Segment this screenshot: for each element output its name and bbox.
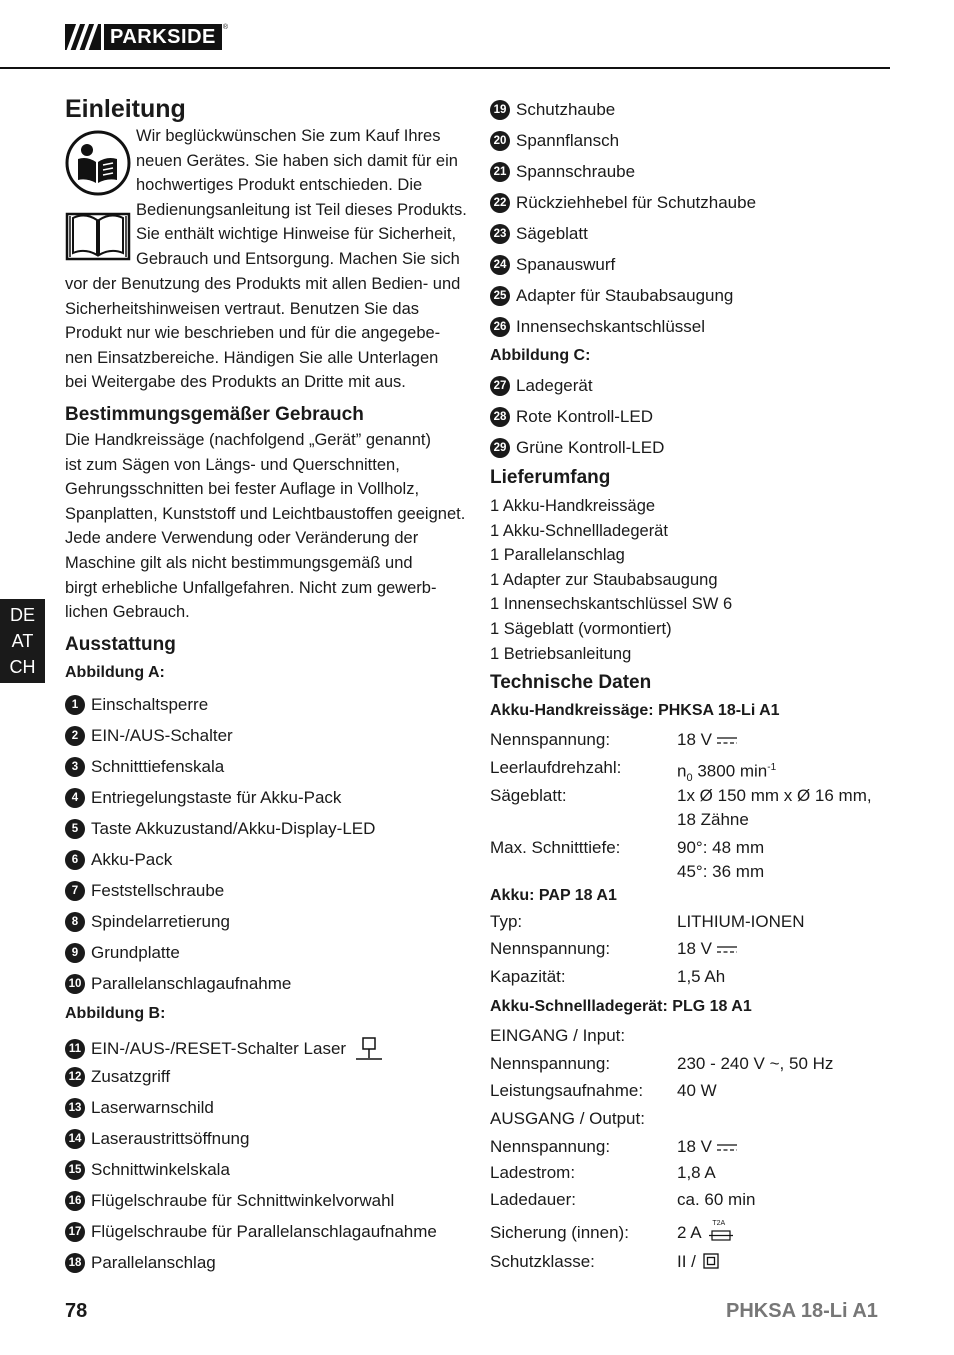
spec-label: Ladedauer:: [490, 1190, 577, 1209]
spec-value-text: 18 V: [677, 939, 712, 958]
part-label: Spannschraube: [516, 162, 636, 181]
intro-line: hochwertiges Produkt entschieden. Die: [136, 176, 423, 195]
saw-spec-heading: Akku-Handkreissäge: PHKSA 18-Li A1: [490, 702, 780, 719]
part-item: [490, 407, 653, 427]
spec-label: Nennspannung:: [490, 730, 611, 749]
delivery-item: 1 Sägeblatt (vormontiert): [490, 619, 672, 638]
part-label: Adapter für Staubabsaugung: [516, 286, 734, 305]
delivery-item: 1 Adapter zur Staubabsaugung: [490, 570, 718, 589]
double-insulation-icon: [703, 1253, 719, 1269]
dc-symbol-icon: [716, 1143, 738, 1153]
part-number-badge: 25: [490, 286, 510, 306]
figure-c-heading: Abbildung C:: [490, 347, 591, 364]
part-item: [65, 757, 224, 777]
page-number: 78: [65, 1300, 88, 1322]
spec-value: 90°: 48 mm: [677, 838, 765, 857]
part-item: [65, 1129, 249, 1149]
part-number-badge: 16: [65, 1191, 85, 1211]
spec-value-text: 3800 min: [697, 761, 768, 781]
part-number-badge: 20: [490, 131, 510, 151]
spec-label: Max. Schnitttiefe:: [490, 838, 621, 857]
spec-value-text: II /: [677, 1252, 696, 1271]
text-line: Jede andere Verwendung oder Veränderung der: [65, 529, 419, 548]
part-item: [65, 881, 224, 901]
text-line: Spanplatten, Kunststoff und Leichtbaustoffen geeignet.: [65, 504, 466, 523]
battery-spec-heading: Akku: PAP 18 A1: [490, 887, 617, 904]
part-item: [490, 438, 664, 458]
part-number-badge: 21: [490, 162, 510, 182]
delivery-item: 1 Betriebsanleitung: [490, 644, 632, 663]
lang-ch: CH: [9, 657, 36, 677]
intro-line: nen Einsatzbereiche. Händigen Sie alle Unterlagen: [65, 348, 439, 367]
lang-de: DE: [9, 605, 35, 625]
part-number-badge: 4: [65, 788, 85, 808]
part-label: Laserwarnschild: [91, 1098, 214, 1117]
speed-symbol: n: [677, 761, 687, 781]
spec-value: 230 - 240 V ~, 50 Hz: [677, 1054, 834, 1073]
text-line: Gehrungsschnitten bei fester Auflage in Vollholz,: [65, 480, 420, 499]
manual-icons: [65, 128, 133, 267]
intro-text-full: [65, 272, 460, 395]
part-label: Sägeblatt: [516, 224, 588, 243]
spec-value-text: 2 A: [677, 1223, 701, 1242]
part-number-badge: 15: [65, 1160, 85, 1180]
part-label: Innensechskantschlüssel: [516, 317, 706, 336]
read-manual-icon: [65, 128, 131, 198]
part-number-badge: 7: [65, 881, 85, 901]
part-label: EIN-/AUS-/RESET-Schalter Laser: [91, 1039, 347, 1058]
part-label: Schnitttiefenskala: [91, 757, 225, 776]
spec-label: Schutzklasse:: [490, 1252, 595, 1271]
part-number-badge: 8: [65, 912, 85, 932]
spec-label: Sägeblatt:: [490, 786, 567, 805]
spec-value: 1x Ø 150 mm x Ø 16 mm,: [677, 786, 872, 805]
delivery-item: 1 Akku-Schnellladegerät: [490, 521, 668, 540]
spec-label: Nennspannung:: [490, 1054, 611, 1073]
part-label: Flügelschraube für Parallelanschlagaufnahme: [91, 1222, 437, 1241]
logo-text: PARKSIDE: [101, 24, 222, 50]
spec-value: ca. 60 min: [677, 1190, 756, 1209]
spec-label: Nennspannung:: [490, 939, 611, 958]
open-book-icon: [65, 206, 131, 262]
intro-title: Einleitung: [65, 95, 186, 123]
intro-line: bei Weitergabe des Produkts an Dritte mit aus.: [65, 373, 406, 392]
input-heading: EINGANG / Input:: [490, 1026, 626, 1045]
spec-label: Sicherung (innen):: [490, 1223, 629, 1242]
logo-registered: ®: [222, 24, 229, 31]
intro-line: Bedienungsanleitung ist Teil dieses Produkts.: [136, 200, 467, 219]
intro-line: Sie enthält wichtige Hinweise für Sicherheit,: [136, 225, 457, 244]
part-number-badge: 3: [65, 757, 85, 777]
spec-value: [677, 937, 738, 961]
part-item: [65, 695, 208, 715]
intro-line: Sicherheitshinweisen vertraut. Benutzen Sie das: [65, 299, 420, 318]
part-label: Schutzhaube: [516, 100, 616, 119]
lang-at: AT: [11, 631, 34, 651]
part-number-badge: 12: [65, 1067, 85, 1087]
delivery-list: [490, 494, 732, 666]
part-label: Ladegerät: [516, 376, 593, 395]
part-label: Taste Akkuzustand/Akku-Display-LED: [91, 819, 376, 838]
part-label: Akku-Pack: [91, 850, 173, 869]
fuse-icon: [709, 1219, 733, 1245]
tech-title: Technische Daten: [490, 672, 652, 693]
figure-a-heading: Abbildung A:: [65, 664, 165, 681]
charger-spec-heading: Akku-Schnellladegerät: PLG 18 A1: [490, 998, 752, 1015]
part-item: [65, 819, 375, 839]
part-item: [490, 100, 615, 120]
intro-line: Produkt nur wie beschrieben und für die angegebe-: [65, 324, 441, 343]
part-label: Spannflansch: [516, 131, 620, 150]
part-item: [490, 162, 635, 182]
part-label: Spanauswurf: [516, 255, 616, 274]
spec-value: LITHIUM-IONEN: [677, 912, 805, 931]
part-item: [490, 255, 615, 275]
part-label: Laseraustrittsöffnung: [91, 1129, 250, 1148]
part-number-badge: 10: [65, 974, 85, 994]
spec-value: 1,8 A: [677, 1163, 716, 1182]
part-item: [490, 224, 588, 244]
output-heading: AUSGANG / Output:: [490, 1109, 645, 1128]
part-number-badge: 11: [65, 1039, 85, 1059]
part-item: [65, 1067, 170, 1087]
part-label: Entriegelungstaste für Akku-Pack: [91, 788, 342, 807]
part-item: [490, 193, 756, 213]
part-item: [65, 726, 233, 746]
part-item: [65, 788, 341, 808]
footer-model: PHKSA 18-Li A1: [726, 1300, 878, 1322]
part-label: Feststellschraube: [91, 881, 225, 900]
part-number-badge: 19: [490, 100, 510, 120]
spec-value: 18 Zähne: [677, 810, 749, 829]
part-item: [65, 1160, 230, 1180]
spec-value: 40 W: [677, 1081, 717, 1100]
dc-symbol-icon: [716, 736, 738, 746]
part-item: [65, 1222, 437, 1242]
spec-value: [677, 1250, 719, 1274]
intended-use-text: [65, 428, 465, 625]
intro-text-wrapped: [136, 124, 467, 272]
intended-use-title: Bestimmungsgemäßer Gebrauch: [65, 404, 364, 425]
part-label: Parallelanschlag: [91, 1253, 216, 1272]
part-number-badge: 23: [490, 224, 510, 244]
part-item: [65, 1253, 216, 1273]
part-label: Rückziehhebel für Schutzhaube: [516, 193, 757, 212]
part-item: [65, 1098, 214, 1118]
part-item: [65, 850, 172, 870]
part-label: Rote Kontroll-LED: [516, 407, 654, 426]
text-line: lichen Gebrauch.: [65, 603, 190, 622]
intro-line: neuen Gerätes. Sie haben sich damit für ein: [136, 151, 458, 170]
intro-line: Wir beglückwünschen Sie zum Kauf Ihres: [136, 127, 441, 145]
intro-line: Gebrauch und Entsorgung. Machen Sie sich: [136, 249, 460, 268]
part-item: [490, 286, 733, 306]
part-label: EIN-/AUS-Schalter: [91, 726, 233, 745]
part-number-badge: 2: [65, 726, 85, 746]
spec-value: [677, 1135, 738, 1159]
parkside-logo: [65, 24, 228, 50]
part-label: Flügelschraube für Schnittwinkelvorwahl: [91, 1191, 395, 1210]
part-item: [490, 376, 593, 396]
delivery-item: 1 Innensechskantschlüssel SW 6: [490, 595, 733, 614]
spec-label: Kapazität:: [490, 967, 566, 986]
part-label: Grundplatte: [91, 943, 180, 962]
spec-value: 1,5 Ah: [677, 967, 726, 986]
header-rule: [0, 67, 890, 69]
laser-symbol-icon: [354, 1036, 384, 1062]
unit-superscript: -1: [767, 762, 777, 773]
delivery-item: 1 Akku-Handkreissäge: [490, 497, 656, 515]
part-item: [65, 1191, 394, 1211]
part-number-badge: 1: [65, 695, 85, 715]
part-number-badge: 18: [65, 1253, 85, 1273]
speed-subscript: 0: [686, 772, 693, 785]
part-item: [65, 912, 230, 932]
text-line: ist zum Sägen von Längs- und Querschnitten,: [65, 455, 400, 474]
text-line: Die Handkreissäge (nachfolgend „Gerät” genannt): [65, 431, 431, 449]
part-number-badge: 22: [490, 193, 510, 213]
part-number-badge: 14: [65, 1129, 85, 1149]
spec-value-text: 18 V: [677, 1137, 712, 1156]
part-label: Zusatzgriff: [91, 1067, 171, 1086]
spec-value-text: 18 V: [677, 730, 712, 749]
part-label: Spindelarretierung: [91, 912, 230, 931]
text-line: Maschine gilt als nicht bestimmungsgemäß und: [65, 553, 413, 572]
part-item: [65, 1036, 384, 1062]
spec-label: Typ:: [490, 912, 523, 931]
equipment-title: Ausstattung: [65, 634, 176, 655]
part-number-badge: 28: [490, 407, 510, 427]
spec-value: [677, 728, 738, 752]
spec-label: Leerlaufdrehzahl:: [490, 758, 622, 777]
part-number-badge: 29: [490, 438, 510, 458]
delivery-title: Lieferumfang: [490, 467, 611, 488]
delivery-item: 1 Parallelanschlag: [490, 546, 625, 565]
text-line: birgt erhebliche Unfallgefahren. Nicht zum gewerb-: [65, 578, 437, 597]
part-label: Parallelanschlagaufnahme: [91, 974, 292, 993]
spec-label: Ladestrom:: [490, 1163, 576, 1182]
figure-b-heading: Abbildung B:: [65, 1005, 166, 1022]
part-number-badge: 6: [65, 850, 85, 870]
dc-symbol-icon: [716, 945, 738, 955]
part-item: [65, 943, 180, 963]
part-item: [490, 317, 705, 337]
spec-value: [677, 1221, 733, 1245]
part-number-badge: 13: [65, 1098, 85, 1118]
part-number-badge: 17: [65, 1222, 85, 1242]
spec-label: Leistungsaufnahme:: [490, 1081, 644, 1100]
part-number-badge: 5: [65, 819, 85, 839]
intro-line: vor der Benutzung des Produkts mit allen Bedien- und: [65, 275, 461, 293]
part-label: Grüne Kontroll-LED: [516, 438, 665, 457]
part-number-badge: 24: [490, 255, 510, 275]
part-item: [65, 974, 291, 994]
fuse-label: T2A: [712, 1219, 726, 1227]
part-label: Einschaltsperre: [91, 695, 209, 714]
part-item: [490, 131, 619, 151]
logo-slashes: [65, 24, 101, 50]
part-number-badge: 9: [65, 943, 85, 963]
language-tab: [0, 599, 45, 683]
spec-value: 45°: 36 mm: [677, 862, 765, 881]
spec-label: Nennspannung:: [490, 1137, 611, 1156]
part-number-badge: 26: [490, 317, 510, 337]
part-label: Schnittwinkelskala: [91, 1160, 230, 1179]
part-number-badge: 27: [490, 376, 510, 396]
